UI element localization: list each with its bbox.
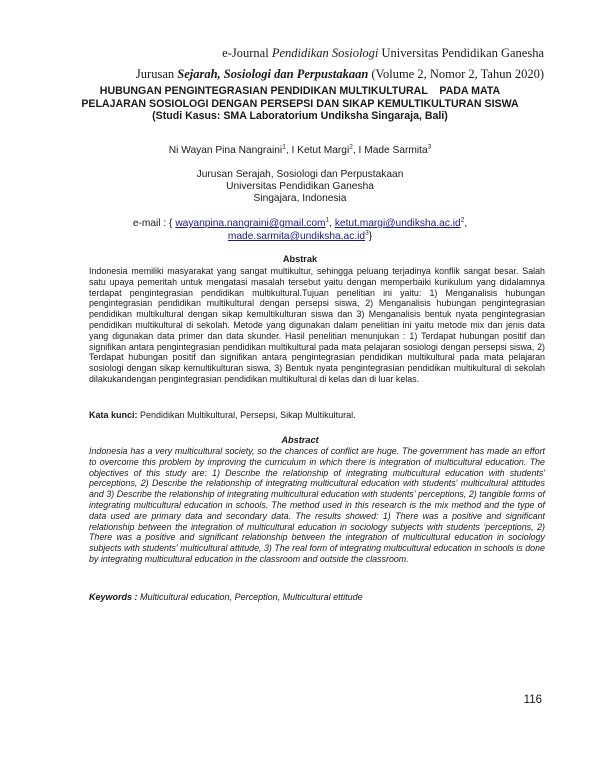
title-line-2: PELAJARAN SOSIOLOGI DENGAN PERSEPSI DAN SIKAP KEMULTIKULTURAN SISWA <box>81 97 519 110</box>
kata-kunci-value: Pendidikan Multikultural, Persepsi, Sikap Multikultural. <box>137 410 356 420</box>
department-prefix: Jurusan <box>135 67 178 81</box>
email-sup: 2 <box>460 216 465 224</box>
email-link-1[interactable]: wayanpina.nangraini@gmail.com <box>175 218 326 229</box>
email-line-2 <box>60 231 540 242</box>
kata-kunci <box>89 410 545 420</box>
affiliation-location: Singajara, Indonesia <box>253 193 347 204</box>
keywords-value: Multicultural education, Perception, Multicultural ettitude <box>137 592 363 602</box>
journal-header-line <box>222 46 544 61</box>
journal-university: Universitas Pendidikan Ganesha <box>378 46 544 60</box>
author-sup: 1 <box>282 143 286 151</box>
email-line-1: e-mail : { wayanpina.nangraini@gmail.com$^1$, $ketut.margi@undiksha.ac.id^2$, <box>132 216 468 229</box>
author-sup: 3 <box>427 143 432 151</box>
kata-kunci-label: Kata kunci: <box>89 410 138 420</box>
abstrak-heading: Abstrak <box>282 254 318 264</box>
department-name: Sejarah, Sosiologi dan Perpustakaan <box>177 67 369 81</box>
author-name: Ni Wayan Pina Nangraini <box>168 145 283 156</box>
department-header-line <box>136 67 544 82</box>
author-name: I Ketut Margi <box>291 145 350 156</box>
email-prefix: e-mail : { <box>132 218 173 229</box>
email-sup: 1 <box>325 216 330 224</box>
email-suffix: } <box>368 231 373 242</box>
email-link-3[interactable]: made.sarmita@undiksha.ac.id <box>227 231 366 242</box>
email-sup: 3 <box>365 229 369 237</box>
author-name: I Made Sarmita <box>358 145 428 156</box>
volume-info: (Volume 2, Nomor 2, Tahun 2020) <box>368 67 544 81</box>
paper-title <box>60 85 540 123</box>
keywords <box>89 592 545 602</box>
keywords-label: Keywords : <box>89 592 138 602</box>
author-sup: 2 <box>349 143 353 151</box>
title-line-1: HUBUNGAN PENGINTEGRASIAN PENDIDIKAN MULTIKULTURAL PADA MATA <box>99 85 501 97</box>
journal-name: Pendidikan Sosiologi <box>271 46 379 60</box>
abstract-heading: Abstract <box>281 435 319 445</box>
author-list: Ni Wayan Pina Nangraini$^1$, I Ketut Margi$^2$, I Made Sarmita$^3$ <box>168 143 432 156</box>
affiliation-university: Universitas Pendidikan Ganesha <box>226 181 374 192</box>
journal-prefix: e-Journal <box>222 46 272 60</box>
title-line-3: (Studi Kasus: SMA Laboratorium Undiksha Singaraja, Bali) <box>152 110 448 123</box>
abstrak-body: Indonesia memiliki masyarakat yang sangat multikultur, sehingga peluang terjadinya konflik sangat besar. Salah satu upaya pemeritah untuk mengatasi masalah tersebut yaitu dengan memperbaiki kurikulum yang didalamnya terdapat pengintegrasian pendidikan multikultural.Tujuan penelitian ini yaitu: 1) Menganalisis hubungan pengintegrasian pendidikan multikultural dengan persepsi siswa, 2) Menganalisis hubungan pengintegrasian pendidikan multikultural dengan sikap kemultikulturan siswa dan 3) Menganalisis bentuk nyata pengintegrasian pendidikan multikultural di sekolah. Metode yang digunakan dalam penelitian ini yaitu metode mix dan jenis data yang digunakan data primer dan data skunder. Hasil penelitian menunjukan : 1) Terdapat hubungan positif dan signifikan antara pengintegrasian pendidikan multikultural pada mata pelajaran sosiologi dengan persepsi siswa, 2) Terdapat hubungan positif dan signifikan antara pengintegrasian pendidikan multikultural pada mata pelajaran sosiologi dengan sikap kemultikulturan siswa, 3) Bentuk nyata pengintegrasian pendidikan multikultural di sekolah dilakukandengan pengintegrasian pendidikan multikultural di kelas dan di luar kelas. <box>89 266 545 384</box>
email-link-2[interactable]: ketut.margi@undiksha.ac.id <box>334 218 461 229</box>
abstract-body: Indonesia has a very multicultural society, so the chances of conflict are huge. The government has made an effort to overcome this problem by improving the curriculum in which there is integration of multicultural education. The objectives of this study are: 1) Describe the relationship of integrating multicultural education with students' perceptions, 2) Describe the relationship of integrating multicultural education with students' multicultural attitudes and 3) Describe the relationship of integrating multicultural education with students' perceptions, 2) tangible forms of integrating multicultural education in schools. The method used in this research is the mix method and the type of data used are primary data and secondary data. The results showed: 1) There was a positive and significant relationship between the integration of multicultural education in sociology subjects with students 'perceptions, 2) There was a positive and significant relationship between the integration of multicultural education in sociology subjects with students' multicultural attitude, 3) The real form of integrating multicultural education in schools is done by integrating multicultural education in the classroom and outside the classroom. <box>89 446 545 564</box>
page-number: 116 <box>523 694 542 706</box>
affiliation-department: Jurusan Serajah, Sosiologi dan Perpustakaan <box>196 169 404 180</box>
